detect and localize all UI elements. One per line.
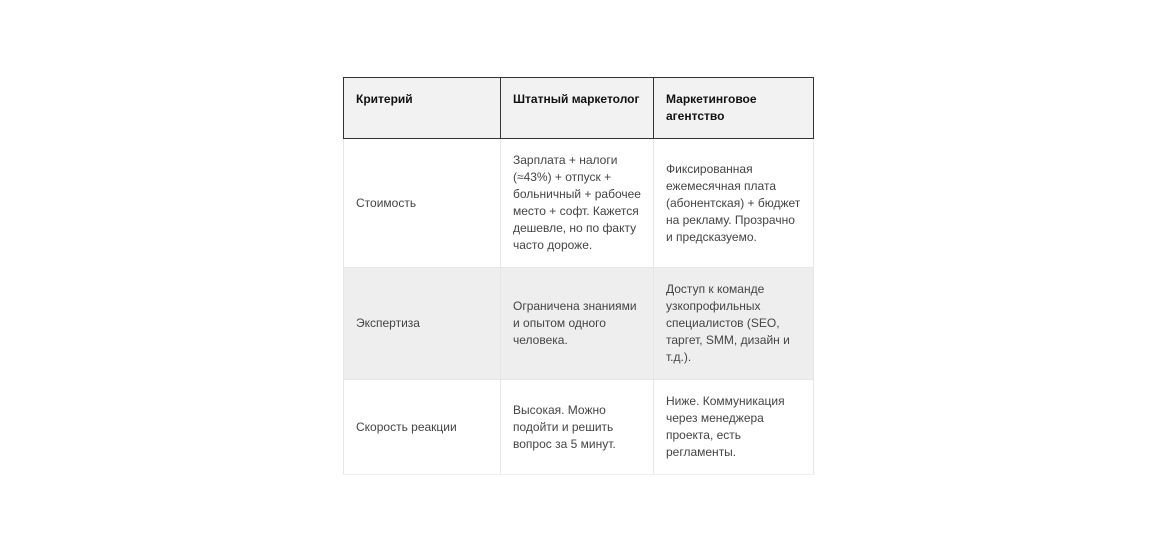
cell-criterion: Стоимость (344, 139, 501, 268)
table-row (344, 139, 814, 268)
table-row (344, 268, 814, 380)
comparison-table (343, 77, 814, 475)
cell-in-house: Зарплата + налоги (≈43%) + отпуск + больничный + рабочее место + софт. Кажется дешевле, но по факту часто дороже. (501, 139, 654, 268)
cell-in-house: Ограничена знаниями и опытом одного человека. (501, 268, 654, 380)
cell-criterion: Экспертиза (344, 268, 501, 380)
header-criterion: Критерий (344, 78, 501, 139)
comparison-table-container (343, 77, 813, 475)
header-marketing-agency: Маркетинговое агентство (654, 78, 814, 139)
cell-criterion: Скорость реакции (344, 380, 501, 475)
cell-agency: Доступ к команде узкопрофильных специалистов (SEO, таргет, SMM, дизайн и т.д.). (654, 268, 814, 380)
cell-agency: Ниже. Коммуникация через менеджера проекта, есть регламенты. (654, 380, 814, 475)
table-row (344, 380, 814, 475)
table-header-row (344, 78, 814, 139)
header-in-house-marketer: Штатный маркетолог (501, 78, 654, 139)
cell-in-house: Высокая. Можно подойти и решить вопрос за 5 минут. (501, 380, 654, 475)
cell-agency: Фиксированная ежемесячная плата (абонентская) + бюджет на рекламу. Прозрачно и предсказуемо. (654, 139, 814, 268)
